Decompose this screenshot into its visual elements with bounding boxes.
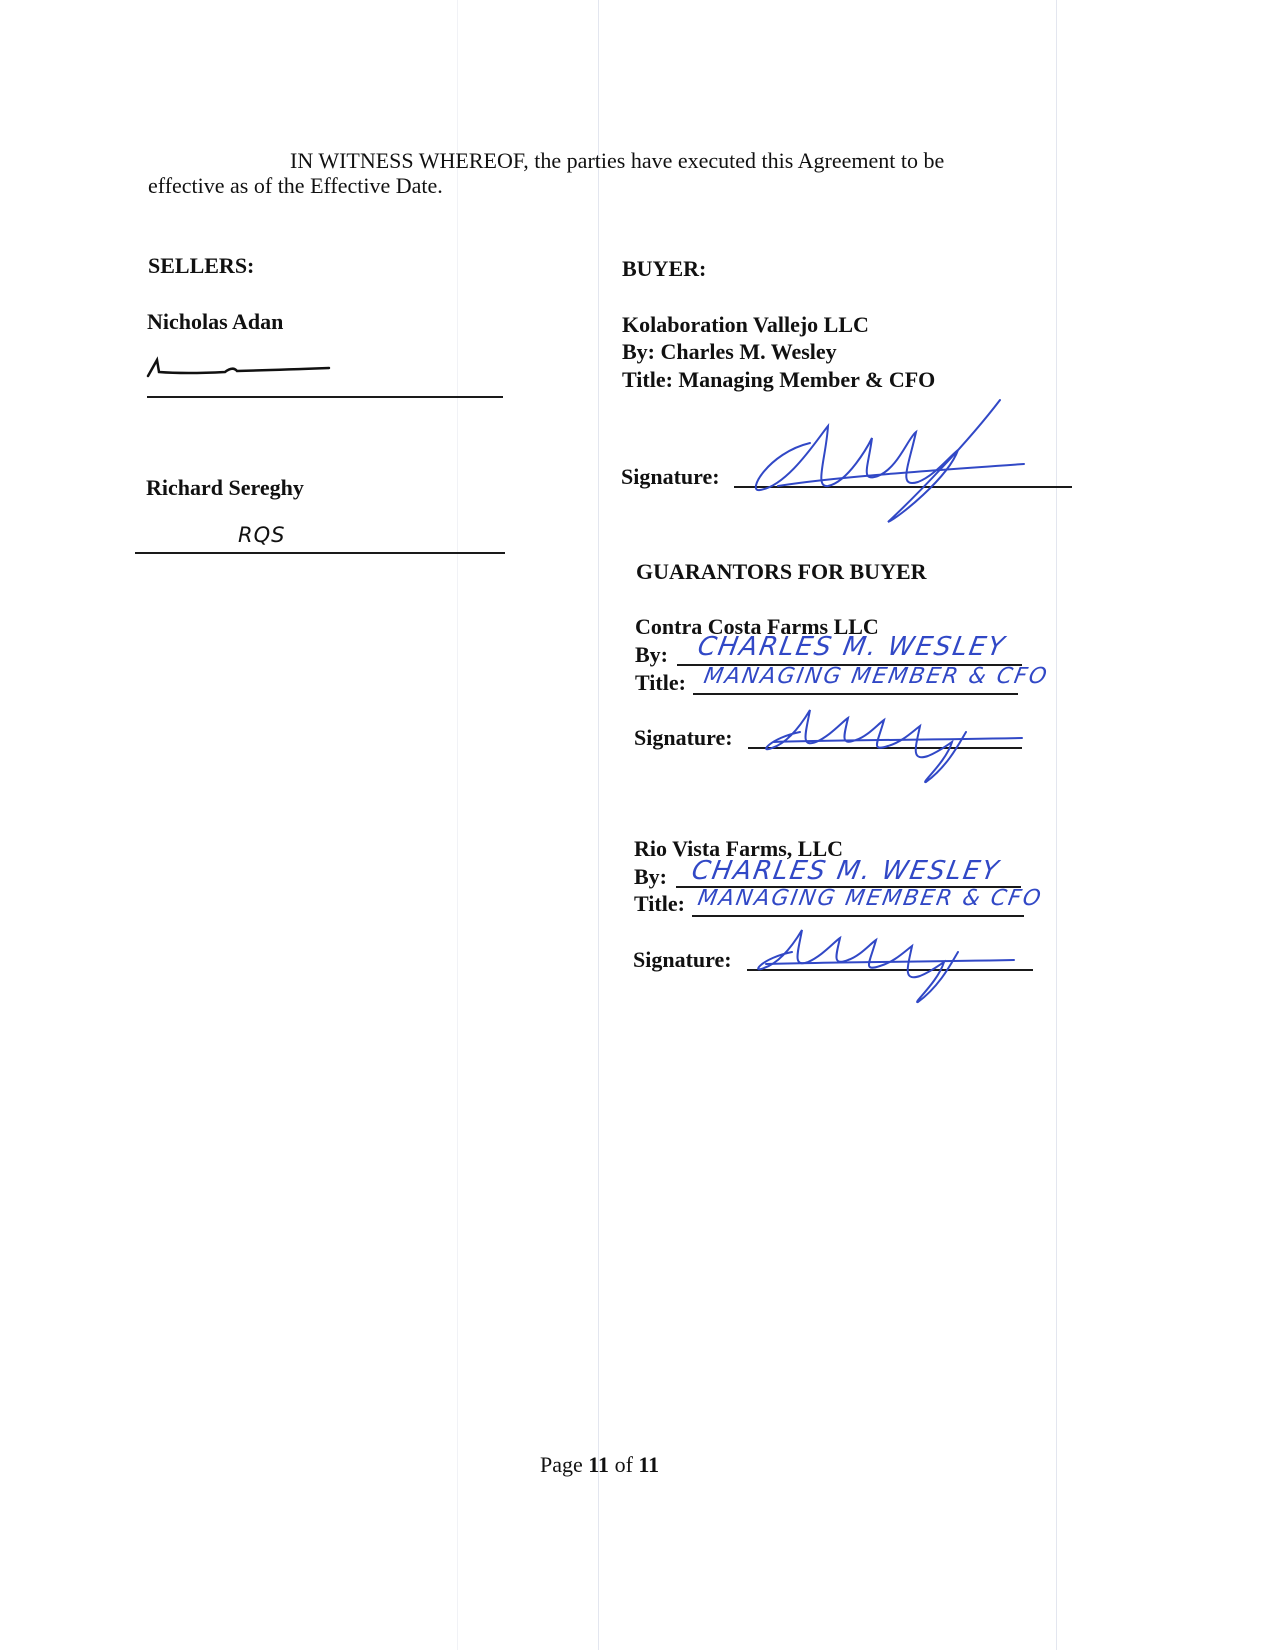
buyer-heading: BUYER:	[622, 256, 707, 281]
witness-line-1: IN WITNESS WHEREOF, the parties have executed this Agreement to be	[290, 148, 945, 173]
guarantor-1-signature-label: Signature:	[634, 725, 733, 750]
page-prefix: Page	[540, 1452, 583, 1477]
page-footer	[540, 1452, 659, 1478]
seller-2-initials: RQS	[238, 523, 286, 547]
guarantor-2-by-value: CHARLES M. WESLEY	[689, 856, 1003, 886]
scan-artifact-line	[598, 0, 599, 1650]
guarantor-1-title-label: Title:	[635, 670, 686, 695]
guarantor-2-by-label: By:	[634, 864, 667, 889]
guarantor-1-title-line	[693, 693, 1018, 695]
guarantor-2-title-line	[692, 915, 1024, 917]
seller-1-signature-line	[147, 396, 503, 398]
buyer-title: Title: Managing Member & CFO	[622, 367, 936, 392]
scan-artifact-line	[457, 0, 458, 1650]
scan-artifact-line	[1056, 0, 1057, 1650]
seller-1-name: Nicholas Adan	[147, 309, 284, 334]
seller-2-name: Richard Sereghy	[146, 475, 304, 500]
seller-1-signature	[145, 352, 335, 382]
buyer-signature-label: Signature:	[621, 464, 720, 489]
buyer-signature	[748, 398, 1038, 528]
guarantor-2-signature-label: Signature:	[633, 947, 732, 972]
guarantors-heading: GUARANTORS FOR BUYER	[636, 559, 927, 584]
sellers-heading: SELLERS:	[148, 253, 255, 278]
page-of: of	[614, 1452, 633, 1477]
buyer-by: By: Charles M. Wesley	[622, 339, 837, 364]
guarantor-1-by-value: CHARLES M. WESLEY	[695, 632, 1009, 662]
guarantor-2-title-label: Title:	[634, 891, 685, 916]
witness-line-2: effective as of the Effective Date.	[148, 173, 443, 198]
page-total: 11	[638, 1452, 660, 1477]
guarantor-1-title-value: MANAGING MEMBER & CFO	[701, 664, 1051, 689]
guarantor-1-signature	[760, 702, 1020, 792]
guarantor-2-entity: Rio Vista Farms, LLC	[634, 836, 843, 861]
page-number: 11	[588, 1452, 610, 1477]
guarantor-2-title-value: MANAGING MEMBER & CFO	[695, 886, 1045, 911]
seller-2-signature-line	[135, 552, 505, 554]
guarantor-1-entity: Contra Costa Farms LLC	[635, 614, 879, 639]
guarantor-2-signature	[752, 922, 1012, 1012]
guarantor-1-by-label: By:	[635, 642, 668, 667]
buyer-entity: Kolaboration Vallejo LLC	[622, 312, 869, 337]
